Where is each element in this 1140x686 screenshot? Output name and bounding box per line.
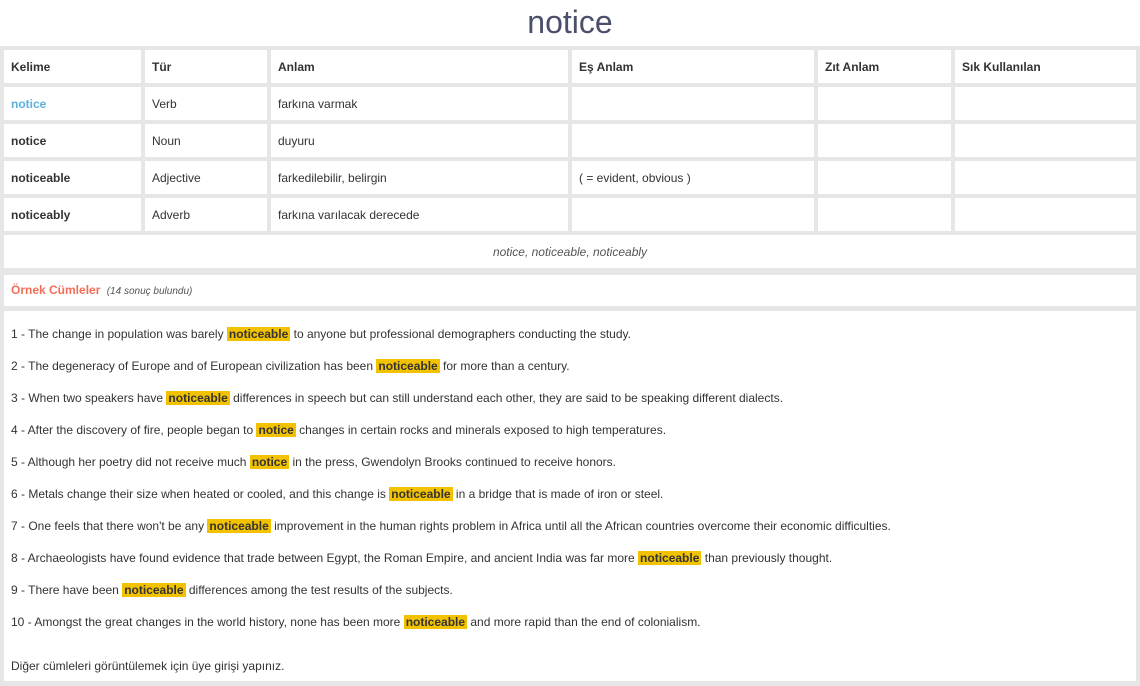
highlighted-word: noticeable — [391, 487, 451, 501]
examples-count: (14 sonuç bulundu) — [106, 286, 193, 297]
table-row — [4, 161, 1136, 194]
type-cell: Adverb — [145, 198, 267, 231]
table-row — [4, 87, 1136, 120]
forms-row — [4, 235, 1136, 268]
highlighted-word: noticeable — [640, 551, 700, 565]
highlighted-word: noticeable — [405, 615, 466, 629]
sentence-text: 4 - After the discovery of fire, people began to — [11, 423, 257, 437]
word-forms: notice, noticeable, noticeably — [4, 235, 1136, 268]
example-sentence — [11, 382, 1129, 414]
word-cell: notice — [4, 124, 141, 157]
sentence-text: for more than a century. — [439, 359, 570, 373]
sentence-text: and more rapid than the end of colonialism. — [467, 615, 701, 629]
sentence-text: 2 - The degeneracy of Europe and of European civilization has been — [11, 359, 377, 373]
example-sentence — [11, 574, 1129, 606]
sentence-text: improvement in the human rights problem in Africa until all the African countries overcome their economic difficulties. — [270, 519, 891, 533]
sentence-text: in a bridge that is made of iron or steel. — [452, 487, 664, 501]
sentence-text: changes in certain rocks and minerals exposed to high temperatures. — [295, 423, 667, 437]
word-cell: noticeable — [4, 161, 141, 194]
header-word: Kelime — [4, 50, 141, 83]
highlighted-word: noticeable — [168, 391, 228, 405]
content-area — [0, 46, 1140, 686]
highlighted-word: noticeable — [378, 359, 438, 373]
word-cell: noticeably — [4, 198, 141, 231]
sentence-text: 6 - Metals change their size when heated or cooled, and this change is — [11, 487, 390, 501]
common-cell — [955, 124, 1136, 157]
example-sentence — [11, 350, 1129, 382]
meaning-cell: farkedilebilir, belirgin — [271, 161, 568, 194]
example-sentence — [11, 446, 1129, 478]
sentence-text: than previously thought. — [701, 551, 833, 565]
example-sentence — [11, 510, 1129, 542]
page-title: notice — [527, 4, 613, 40]
sentence-text: 7 - One feels that there won't be any — [11, 519, 208, 533]
sentence-text: 8 - Archaeologists have found evidence that trade between Egypt, the Roman Empire, and ancient India was far more — [11, 551, 639, 565]
sentence-text: differences in speech but can still understand each other, they are said to be speaking different dialects. — [229, 391, 784, 405]
example-sentence — [11, 478, 1129, 510]
antonym-cell — [818, 124, 951, 157]
type-cell: Verb — [145, 87, 267, 120]
sentence-text: differences among the test results of the subjects. — [185, 583, 453, 597]
header-antonym: Zıt Anlam — [818, 50, 951, 83]
meaning-cell: duyuru — [271, 124, 568, 157]
sentence-text: 3 - When two speakers have — [11, 391, 167, 405]
sentence-text: 5 - Although her poetry did not receive much — [11, 455, 250, 469]
antonym-cell — [818, 161, 951, 194]
common-cell — [955, 87, 1136, 120]
highlighted-word: notice — [258, 423, 294, 437]
common-cell — [955, 198, 1136, 231]
meaning-cell: farkına varmak — [271, 87, 568, 120]
example-sentence — [11, 318, 1129, 350]
meaning-cell: farkına varılacak derecede — [271, 198, 568, 231]
highlighted-word: noticeable — [124, 583, 184, 597]
synonym-cell — [572, 124, 814, 157]
example-sentence — [11, 606, 1129, 638]
example-sentence — [11, 414, 1129, 446]
table-row — [4, 198, 1136, 231]
sentence-text: 10 - Amongst the great changes in the world history, none has been more — [11, 615, 404, 629]
highlighted-word: noticeable — [228, 327, 289, 341]
synonym-cell — [572, 87, 814, 120]
login-prompt: Diğer cümleleri görüntülemek için üye girişi yapınız. — [11, 659, 285, 673]
header-common: Sık Kullanılan — [955, 50, 1136, 83]
sentence-text: 9 - There have been — [11, 583, 123, 597]
example-sentences — [4, 311, 1136, 681]
common-cell — [955, 161, 1136, 194]
sentence-text: to anyone but professional demographers conducting the study. — [290, 327, 631, 341]
highlighted-word: notice — [251, 455, 288, 469]
header-type: Tür — [145, 50, 267, 83]
examples-label: Örnek Cümleler — [11, 283, 101, 297]
type-cell: Adjective — [145, 161, 267, 194]
highlighted-word: noticeable — [209, 519, 269, 533]
synonym-cell: ( = evident, obvious ) — [572, 161, 814, 194]
header-meaning: Anlam — [271, 50, 568, 83]
sentence-text: in the press, Gwendolyn Brooks continued to receive honors. — [289, 455, 617, 469]
synonym-cell — [572, 198, 814, 231]
table-row — [4, 124, 1136, 157]
sentence-text: 1 - The change in population was barely — [11, 327, 227, 341]
word-cell[interactable]: notice — [4, 87, 141, 120]
antonym-cell — [818, 87, 951, 120]
type-cell: Noun — [145, 124, 267, 157]
word-table — [0, 46, 1140, 272]
header-synonym: Eş Anlam — [572, 50, 814, 83]
antonym-cell — [818, 198, 951, 231]
table-header-row — [4, 50, 1136, 83]
examples-header — [4, 275, 1136, 306]
example-sentence — [11, 542, 1129, 574]
